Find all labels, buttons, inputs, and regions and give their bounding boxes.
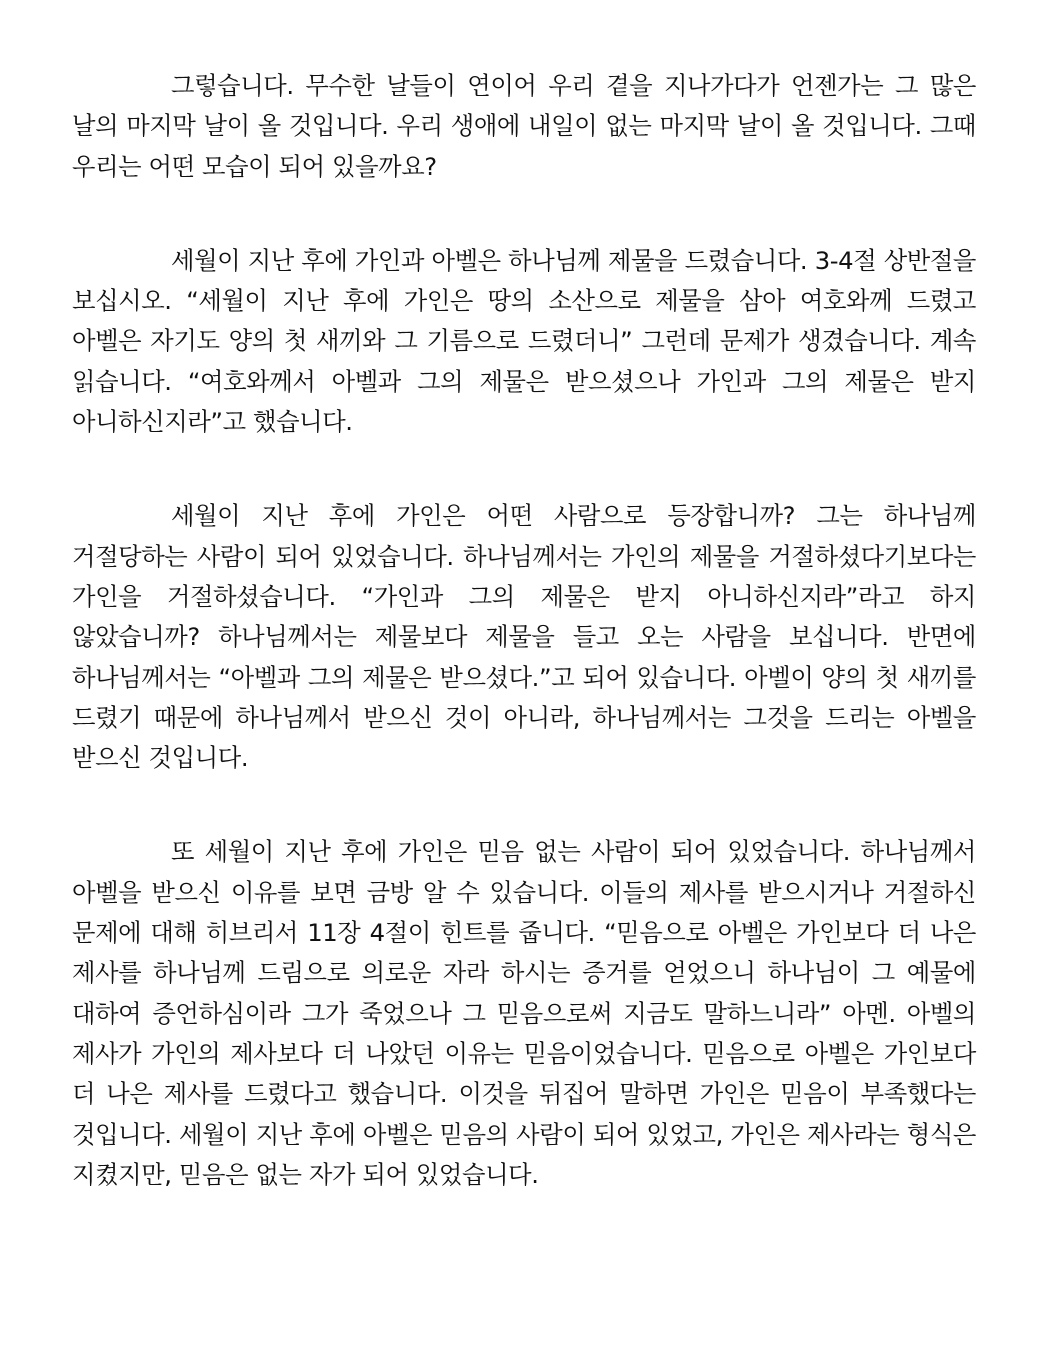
paragraph-2: 세월이 지난 후에 가인과 아벨은 하나님께 제물을 드렸습니다. 3-4절 상반절을 보십시오. “세월이 지난 후에 가인은 땅의 소산으로 제물을 삼아 여호와께 드렸고 아벨은 자기도 양의 첫 새끼와 그 기름으로 드렸더니” 그런데 문제가 생겼습니다. 계속 읽습니다. “여호와께서 아벨과 그의 제물은 받으셨으나 가인과 그의 제물은 받지 아니하신지라”고 했습니다. <box>72 245 976 437</box>
paragraph-4: 또 세월이 지난 후에 가인은 믿음 없는 사람이 되어 있었습니다. 하나님께서 아벨을 받으신 이유를 보면 금방 알 수 있습니다. 이들의 제사를 받으시거나 거절하신 문제에 대해 히브리서 11장 4절이 힌트를 줍니다. “믿음으로 아벨은 가인보다 더 나은 제사를 하나님께 드림으로 의로운 자라 하시는 증거를 얻었으니 하나님이 그 예물에 대하여 증언하심이라 그가 죽었으나 그 믿음으로써 지금도 말하느니라” 아멘. 아벨의 제사가 가인의 제사보다 더 나았던 이유는 믿음이었습니다. 믿음으로 아벨은 가인보다 더 나은 제사를 드렸다고 했습니다. 이것을 뒤집어 말하면 가인은 믿음이 부족했다는 것입니다. 세월이 지난 후에 아벨은 믿음의 사람이 되어 있었고, 가인은 제사라는 형식은 지켰지만, 믿음은 없는 자가 되어 있었습니다. <box>72 837 976 1189</box>
paragraph-3: 세월이 지난 후에 가인은 어떤 사람으로 등장합니까? 그는 하나님께 거절당하는 사람이 되어 있었습니다. 하나님께서는 가인의 제물을 거절하셨다기보다는 가인을 거절하셨습니다. “가인과 그의 제물은 받지 아니하신지라”라고 하지 않았습니까? 하나님께서는 제물보다 제물을 들고 오는 사람을 보십니다. 반면에 하나님께서는 “아벨과 그의 제물은 받으셨다.”고 되어 있습니다. 아벨이 양의 첫 새끼를 드렸기 때문에 하나님께서 받으신 것이 아니라, 하나님께서는 그것을 드리는 아벨을 받으신 것입니다. <box>72 501 976 773</box>
paragraph-1: 그렇습니다. 무수한 날들이 연이어 우리 곁을 지나가다가 언젠가는 그 많은 날의 마지막 날이 올 것입니다. 우리 생애에 내일이 없는 마지막 날이 올 것입니다. 그때 우리는 어떤 모습이 되어 있을까요? <box>72 71 976 181</box>
